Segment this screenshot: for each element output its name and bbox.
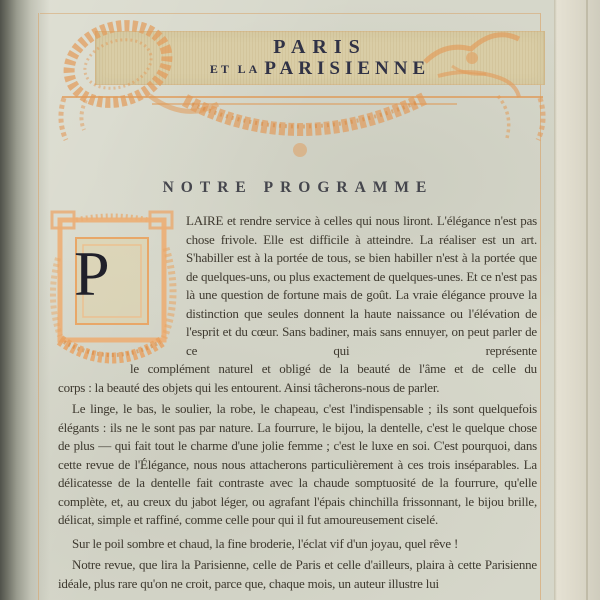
ornament-rule-long [62,96,543,98]
paragraph-1-continuation-indented: le complément naturel et obligé de la beauté de l'âme et de celle du [130,361,537,376]
masthead-title-line2 [96,58,544,80]
masthead-title-line1: PARIS [273,36,367,58]
ornament-rule-short [152,103,457,105]
paragraph-1-text: LAIRE et rendre service à celles qui nous liront. L'élégance n'est pas chose frivole. Elle est difficile à atteindre. La réaliser est un art. S'habiller est à la portée de tous, se bien habiller n'est à la portée que de quelques-uns, ou plus exactement de quelques-unes. Et ce n'est pas là une question de fortune mais de goût. La vraie élégance prouve la distinction que seules donnent la haute naissance ou l'élévation de l'esprit et du cœur. Sans badiner, mais sans ennuyer, on peut parler de ce qui représente [186,213,537,358]
page-edge-crease [586,0,588,600]
page-border-right [540,13,541,600]
body-text-column [58,212,537,593]
page-border-top [40,13,540,14]
paragraph-2: Le linge, le bas, le soulier, la robe, le chapeau, c'est l'indispensable ; ils sont quelquefois élégants : ils ne le sont pas par nature. La fourrure, le bijou, la dentelle, c'est le quelque chose de plus — qui fait tout le charme d'une jolie femme ; c'est le luxe en soi. C'est pourquoi, dans cette revue de l'Élégance, nous nous attacherons particulièrement à ces trois inséparables. La délicatesse de la dentelle fait contraste avec la chaude somptuosité de la fourrure, qu'elle complète, et, au creux du jabot léger, ou agrafant l'épais chinchilla frissonnant, le bijou brille, délicat, simple et raffiné, comme celle pour qui il fut amoureusement ciselé. [58,401,537,527]
page-border-left [38,13,39,600]
paragraph-1 [58,212,537,360]
dropcap-ornament-frame [58,214,174,356]
paragraph-3: Sur le poil sombre et chaud, la fine broderie, l'éclat vif d'un joyau, quel rêve ! [72,535,459,551]
section-heading: NOTRE PROGRAMME [162,179,434,196]
masthead-banner [95,31,545,85]
header-ornaments [0,0,600,200]
masthead-title-main: PARISIENNE [264,58,431,79]
garland-swag-icon [185,98,425,157]
book-gutter-shadow [0,0,50,600]
dropcap-letter: P [74,238,110,309]
paragraph-1-continuation: corps : la beauté des objets qui les entourent. Ainsi tâcherons-nous de parler. [58,379,440,395]
page-edge [554,0,600,600]
paragraph-4: Notre revue, que lira la Parisienne, celle de Paris et celle d'ailleurs, plaira à cette Parisienne idéale, plus rare qu'on ne croit, parce que, chaque mois, un auteur illustre lui [58,557,537,591]
masthead-title-prefix: ET LA [209,62,261,76]
